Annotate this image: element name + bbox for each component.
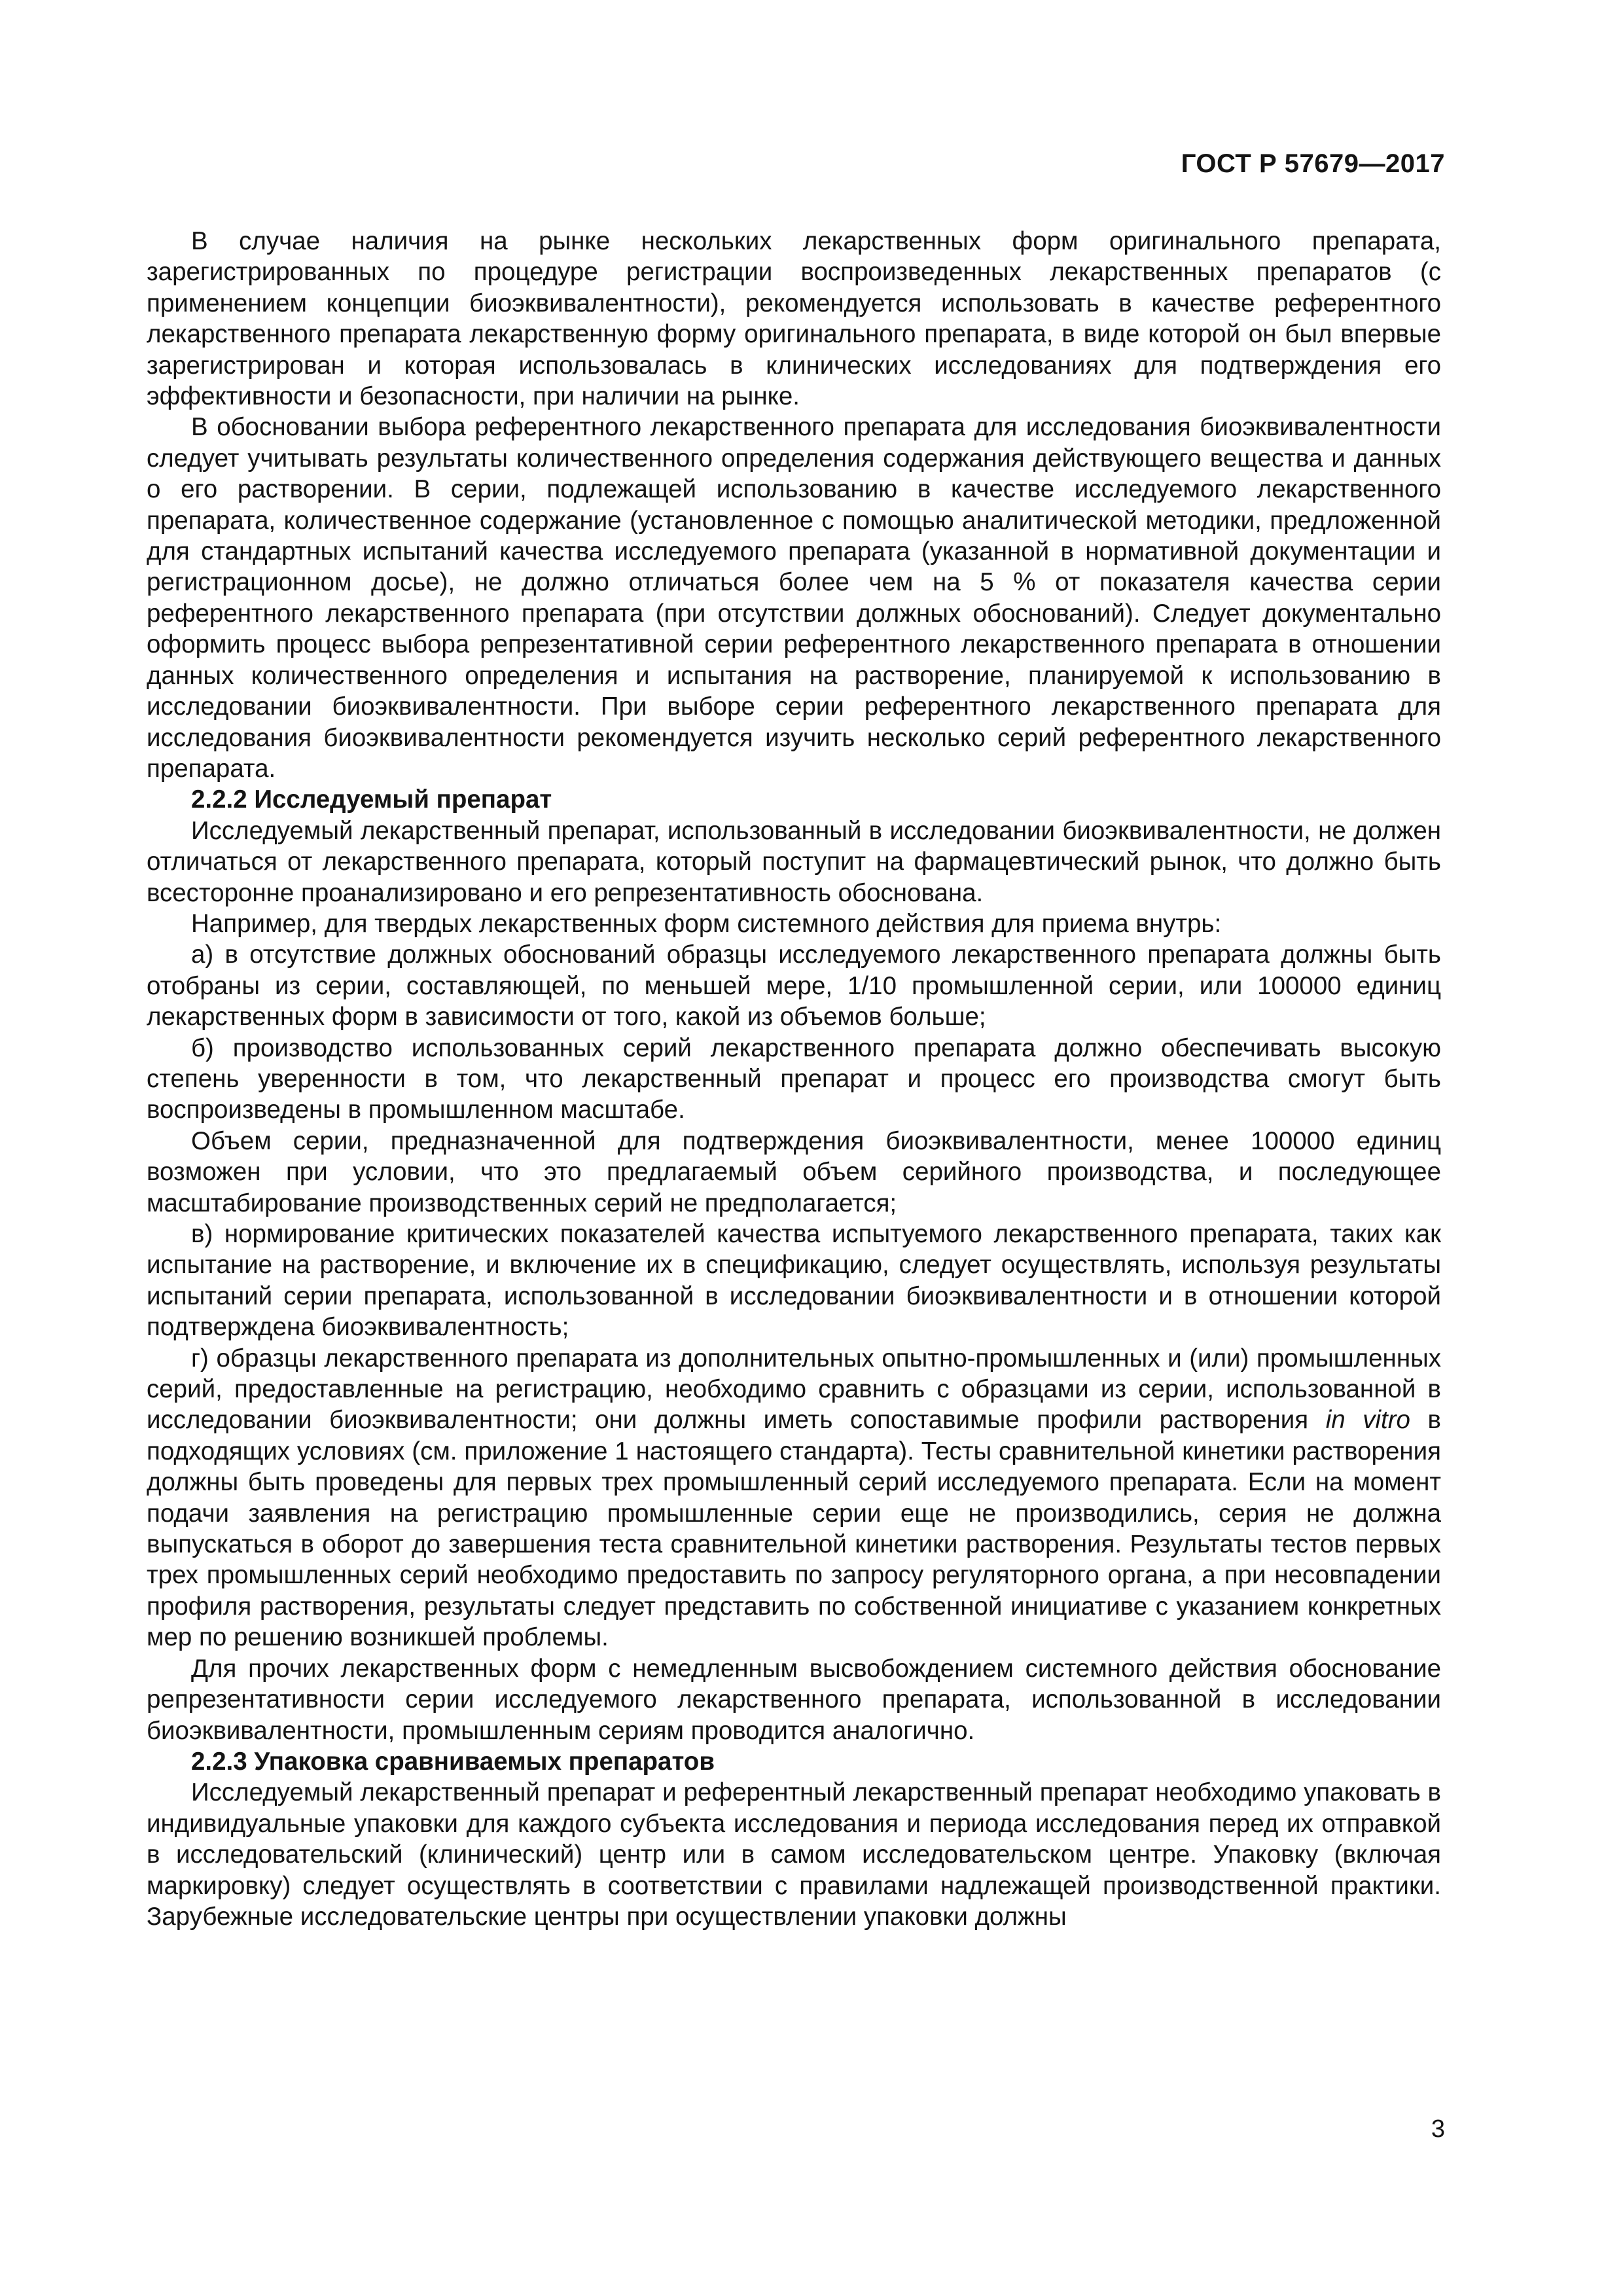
list-item: а) в отсутствие должных обоснований образцы исследуемого лекарственного препарата должны быть отобраны из серии, составляющей, по меньшей мере, 1/10 промышленной серии, или 100000 единиц лекарственных форм в зависимости от того, какой из объемов больше; xyxy=(147,941,1441,1031)
list-item: в) нормирование критических показателей качества испытуемого лекарственного препарата, таких как испытание на растворение, и включение их в спецификацию, следует осуществлять, используя результаты испытаний серии препарата, использованной в исследовании биоэквивалентности и в отношении которой подтверждена биоэквивалентность; xyxy=(147,1220,1441,1342)
document-body xyxy=(147,226,1441,1932)
text-run: в подходящих условиях (см. приложение 1 настоящего стандарта). Тесты сравнительной кинетики растворения должны быть проведены для первых трех промышленный серий исследуемого препарата. Если на момент подачи заявления на регистрацию промышленные серии еще не производились, серия не должна выпускаться в оборот до завершения теста сравнительной кинетики растворения. Результаты тестов первых трех промышленных серий необходимо предоставить по запросу регуляторного органа, а при несовпадении профиля растворения, результаты следует представить по собственной инициативе с указанием конкретных мер по решению возникшей проблемы. xyxy=(147,1406,1441,1652)
page-number: 3 xyxy=(1431,2115,1445,2143)
paragraph: В случае наличия на рынке нескольких лекарственных форм оригинального препарата, зарегистрированных по процедуре регистрации воспроизведенных лекарственных препаратов (с применением концепции биоэквивалентности), рекомендуется использовать в качестве референтного лекарственного препарата лекарственную форму оригинального препарата, в виде которой он был впервые зарегистрирован и которая использовалась в клинических исследованиях для подтверждения его эффективности и безопасности, при наличии на рынке. xyxy=(147,227,1441,411)
list-item: б) производство использованных серий лекарственного препарата должно обеспечивать высокую степень уверенности в том, что лекарственный препарат и процесс его производства смогут быть воспроизведены в промышленном масштабе. xyxy=(147,1033,1441,1124)
paragraph: Исследуемый лекарственный препарат и референтный лекарственный препарат необходимо упаковать в индивидуальные упаковки для каждого субъекта исследования и периода исследования перед их отправкой в исследовательский (клинический) центр или в самом исследовательском центре. Упаковку (включая маркировку) следует осуществлять в соответствии с правилами надлежащей производственной практики. Зарубежные исследовательские центры при осуществлении упаковки должны xyxy=(147,1778,1441,1931)
paragraph: В обосновании выбора референтного лекарственного препарата для исследования биоэквивалентности следует учитывать результаты количественного определения содержания действующего вещества и данных о его растворении. В серии, подлежащей использованию в качестве исследуемого лекарственного препарата, количественное содержание (установленное с помощью аналитической методики, предложенной для стандартных испытаний качества исследуемого препарата (указанной в нормативной документации и регистрационном досье), не должно отличаться более чем на 5 % от показателя качества серии референтного лекарственного препарата (при отсутствии должных обоснований). Следует документально оформить процесс выбора репрезентативной серии референтного лекарственного препарата в отношении данных количественного определения и испытания на растворение, планируемой к использованию в исследовании биоэквивалентности. При выборе серии референтного лекарственного препарата для исследования биоэквивалентности рекомендуется изучить несколько серий референтного лекарственного препарата. xyxy=(147,413,1441,783)
paragraph: Для прочих лекарственных форм с немедленным высвобождением системного действия обоснование репрезентативности серии исследуемого лекарственного препарата, использованной в исследовании биоэквивалентности, промышленным сериям проводится аналогично. xyxy=(147,1654,1441,1745)
section-heading: 2.2.3 Упаковка сравниваемых препаратов xyxy=(191,1747,715,1776)
italic-term: in vitro xyxy=(1325,1406,1410,1435)
document-number: ГОСТ Р 57679—2017 xyxy=(1181,149,1445,178)
paragraph: Объем серии, предназначенной для подтверждения биоэквивалентности, менее 100000 единиц возможен при условии, что это предлагаемый объем серийного производства, и последующее масштабирование производственных серий не предполагается; xyxy=(147,1126,1441,1217)
text-run: г) образцы лекарственного препарата из дополнительных опытно-промышленных и (или) промышленных серий, предоставленные на регистрацию, необходимо сравнить с образцами из серии, использованной в исследовании биоэквивалентности; они должны иметь сопоставимые профили растворения xyxy=(147,1344,1441,1435)
section-heading: 2.2.2 Исследуемый препарат xyxy=(191,785,552,814)
paragraph: Исследуемый лекарственный препарат, использованный в исследовании биоэквивалентности, не должен отличаться от лекарственного препарата, который поступит на фармацевтический рынок, что должно быть всесторонне проанализировано и его репрезентативность обоснована. xyxy=(147,816,1441,907)
list-item xyxy=(147,1343,1441,1653)
paragraph: Например, для твердых лекарственных форм системного действия для приема внутрь: xyxy=(191,909,1222,938)
